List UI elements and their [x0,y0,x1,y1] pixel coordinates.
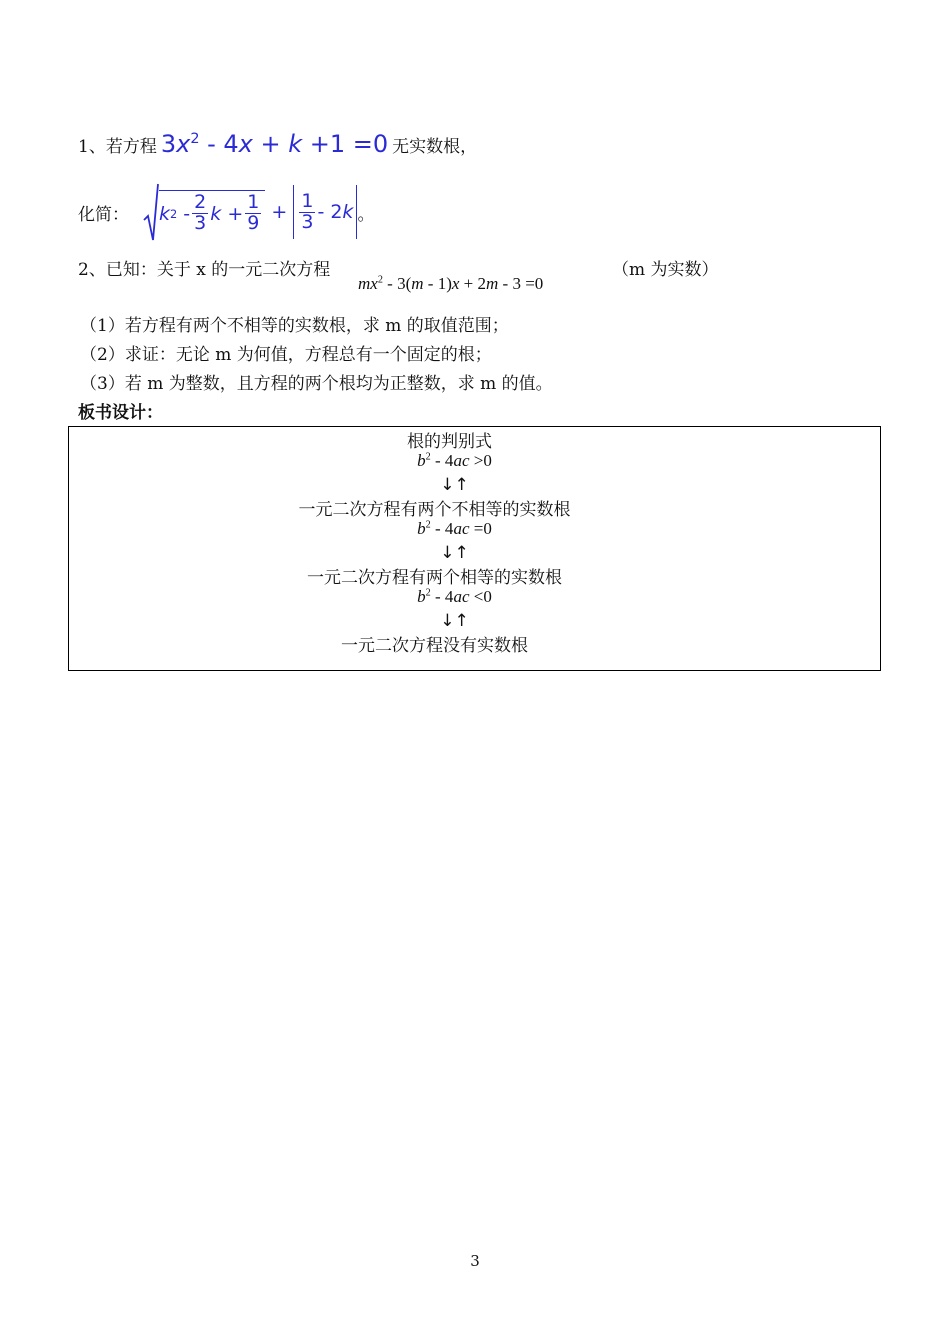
board-cond-3-sign: <0 [473,587,492,606]
board-result-1: 一元二次方程有两个不相等的实数根 [298,500,571,520]
q1-equation: $3x^2 - 4x + k +1 =0$ [160,130,389,158]
board-cond-1: $b^2 - 4ac >0$ [417,451,492,470]
q2-part-3: （3）若 m 为整数，且方程的两个根均为正整数，求 m 的值。 [80,374,553,394]
q1-simplify-label: 化简： [78,204,129,225]
q1-simplify-line [78,182,374,242]
q1-end-mark: 。 [357,204,375,225]
q1-simplify-expression: k 2 - $\frac{2}{3}$ k + $\frac{1}{9}$ + $\frac{1}{3}$ - 2 k [143,182,357,242]
q2-note: （m 为实数） [612,260,719,280]
q1-suffix: 无实数根， [392,137,478,157]
board-arrow-3: ↓↑ [440,611,469,631]
q2-prefix: 2、已知：关于 x 的一元二次方程 [78,260,331,280]
frac-a-num: 2 [194,191,207,214]
board-result-2: 一元二次方程有两个相等的实数根 [307,568,562,588]
board-box [68,426,881,671]
board-arrow-1: ↓↑ [440,475,469,495]
frac-b-num: 1 [247,191,260,214]
q1-line [78,128,477,160]
q1-prefix: 1、若方程 [78,137,157,157]
board-cond-3: $b^2 - 4ac <0$ [417,587,492,606]
page-number: 3 [470,1252,480,1270]
board-result-3: 一元二次方程没有实数根 [341,636,528,656]
q2-part-2: （2）求证：无论 m 为何值，方程总有一个固定的根； [80,345,492,365]
frac-c-den: 3 [301,210,314,233]
frac-b-den: 9 [247,212,260,234]
q2-part-1: （1）若方程有两个不相等的实数根，求 m 的取值范围； [80,316,509,336]
q2-equation: $mx^2 - 3(m - 1)x + 2m - 3 =0$ [358,274,544,293]
sqrt-sign-icon [143,182,159,242]
board-cond-1-sign: >0 [473,451,492,470]
board-title: 根的判别式 [407,432,492,452]
board-cond-2-sign: =0 [473,519,492,538]
board-heading: 板书设计： [78,403,163,423]
board-arrow-2: ↓↑ [440,543,469,563]
frac-a-den: 3 [194,212,207,234]
board-cond-2: $b^2 - 4ac =0$ [417,519,492,538]
frac-c-num: 1 [301,189,314,212]
